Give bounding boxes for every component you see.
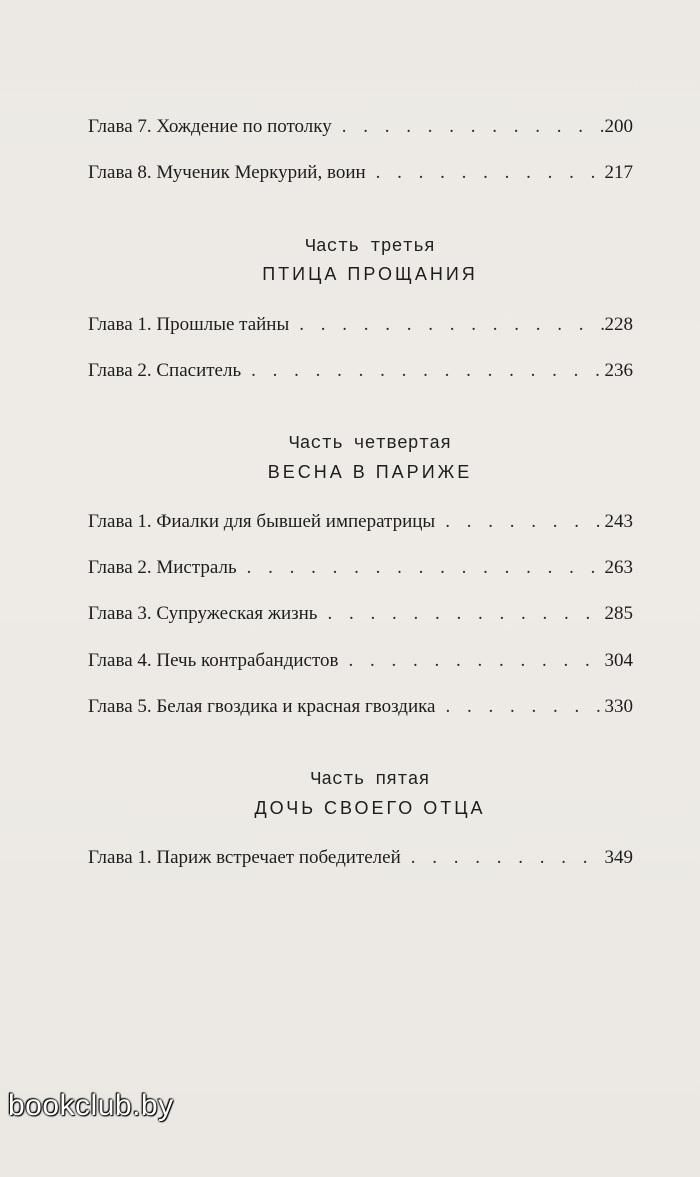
toc-leader-dots	[289, 312, 604, 338]
toc-leader-dots	[401, 845, 605, 871]
toc-leader-dots	[435, 509, 604, 535]
toc-entry	[88, 114, 633, 140]
part-label: Часть пятая	[310, 770, 430, 790]
toc-entry-page: 263	[604, 557, 633, 578]
toc-entry-label: Глава 1. Фиалки для бывшей императрицы	[88, 511, 436, 532]
toc-entry-label: Глава 3. Супружеская жизнь	[88, 603, 318, 624]
toc-entry-label: Глава 1. Прошлые тайны	[88, 314, 290, 335]
toc-entry-label: Глава 5. Белая гвоздика и красная гвоздика	[88, 696, 436, 717]
toc-entry	[88, 555, 633, 581]
toc-entry	[88, 694, 633, 720]
toc-leader-dots	[436, 694, 605, 720]
toc-entry-label: Глава 2. Мистраль	[88, 557, 237, 578]
toc-entry	[88, 845, 633, 871]
toc-entry	[88, 648, 633, 674]
toc-entry-page: 236	[604, 360, 633, 381]
toc-entry-label: Глава 8. Мученик Меркурий, воин	[88, 162, 366, 183]
toc-entry-page: 200	[604, 116, 633, 137]
toc-entry-label: Глава 7. Хождение по потолку	[88, 116, 332, 137]
part-label: Часть третья	[305, 237, 435, 257]
part-label: Часть четвертая	[288, 434, 452, 454]
toc-leader-dots	[241, 358, 604, 384]
toc-entry	[88, 358, 633, 384]
part-title: ДОЧЬ СВОЕГО ОТЦА	[254, 798, 486, 818]
toc-leader-dots	[317, 601, 604, 627]
toc-entry-page: 285	[604, 603, 633, 624]
toc-entry	[88, 312, 633, 338]
toc-entry-label: Глава 1. Париж встречает победителей	[88, 847, 401, 868]
toc-entry-label: Глава 4. Печь контрабандистов	[88, 650, 339, 671]
toc-entry	[88, 601, 633, 627]
part-title: ПТИЦА ПРОЩАНИЯ	[262, 264, 478, 284]
toc-leader-dots	[332, 114, 605, 140]
toc-entry-page: 304	[604, 650, 633, 671]
toc-entry-page: 228	[604, 314, 633, 335]
toc-leader-dots	[237, 555, 605, 581]
toc-entry-page: 330	[604, 696, 633, 717]
toc-entry	[88, 509, 633, 535]
toc-entry-page: 217	[604, 162, 633, 183]
watermark-text: bookclub.by	[8, 1089, 174, 1122]
toc-entry-label: Глава 2. Спаситель	[88, 360, 242, 381]
toc-leader-dots	[339, 648, 605, 674]
toc-entry	[88, 160, 633, 186]
part-title: ВЕСНА В ПАРИЖЕ	[267, 462, 473, 482]
toc-entry-page: 243	[604, 511, 633, 532]
toc-entry-page: 349	[604, 847, 633, 868]
toc-leader-dots	[366, 160, 605, 186]
